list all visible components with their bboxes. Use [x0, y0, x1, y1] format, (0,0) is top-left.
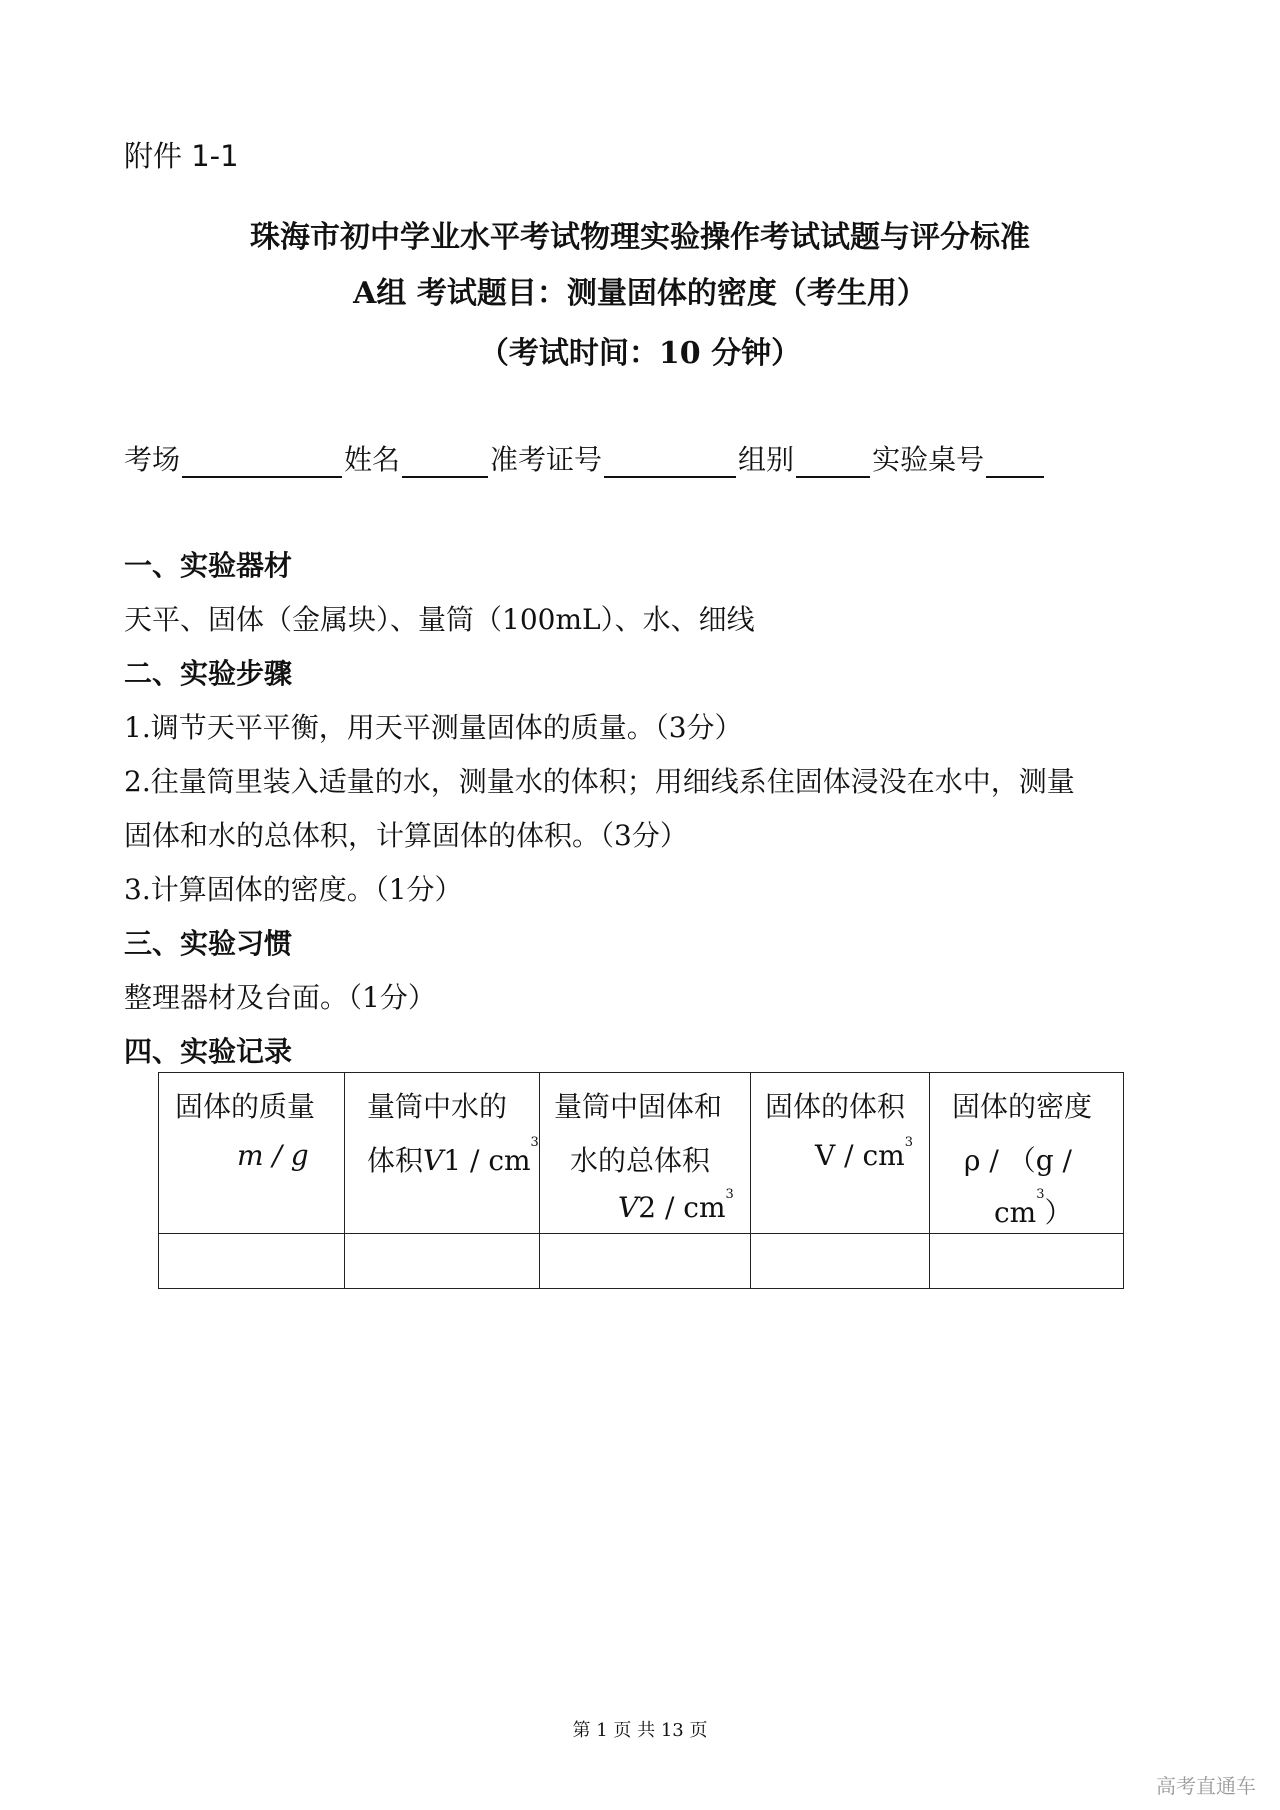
exam-topic: A组 考试题目：测量固体的密度（考生用） — [353, 276, 927, 311]
density-cell[interactable] — [930, 1234, 1124, 1289]
name-label: 姓名 — [344, 443, 401, 476]
venue-blank[interactable] — [182, 446, 342, 478]
venue-label: 考场 — [124, 443, 181, 476]
ticket-blank[interactable] — [604, 446, 736, 478]
ticket-label: 准考证号 — [490, 443, 603, 476]
page-footer: 第 1 页 共 13 页 — [572, 1720, 708, 1741]
water-volume-cell[interactable] — [345, 1234, 540, 1289]
section-equipment-heading: 一、实验器材 — [124, 549, 293, 582]
step-3: 3.计算固体的密度。（1分） — [124, 873, 463, 906]
candidate-info-line — [124, 438, 1046, 478]
header-mass: 固体的质量 m / g — [159, 1073, 345, 1234]
section-record-heading: 四、实验记录 — [124, 1035, 293, 1068]
step-1: 1.调节天平平衡，用天平测量固体的质量。（3分） — [124, 711, 743, 744]
step-2-line-1: 2.往量筒里装入适量的水，测量水的体积；用细线系住固体浸没在水中，测量 — [124, 765, 1075, 798]
desk-blank[interactable] — [986, 446, 1044, 478]
table-header-row — [159, 1073, 1124, 1234]
header-water-volume: 量筒中水的 体积$V1 / cm^3$ — [345, 1073, 540, 1234]
header-density: 固体的密度 ρ / （g / $cm^3$） — [930, 1073, 1124, 1234]
group-blank[interactable] — [796, 446, 870, 478]
desk-label: 实验桌号 — [872, 443, 985, 476]
habits-text: 整理器材及台面。（1分） — [124, 981, 436, 1014]
watermark: 高考直通车 — [1156, 1774, 1256, 1798]
section-steps-heading: 二、实验步骤 — [124, 657, 293, 690]
group-label: 组别 — [738, 443, 795, 476]
solid-volume-cell[interactable] — [751, 1234, 930, 1289]
name-blank[interactable] — [402, 446, 488, 478]
record-table — [158, 1072, 1124, 1289]
equipment-text: 天平、固体（金属块）、量筒（100mL）、水、细线 — [124, 603, 755, 636]
header-total-volume: 量筒中固体和 水的总体积 $V2 / cm^3$ — [540, 1073, 751, 1234]
step-2-line-2: 固体和水的总体积，计算固体的体积。（3分） — [124, 819, 688, 852]
header-solid-volume: 固体的体积 V / $cm^3$ — [751, 1073, 930, 1234]
table-row — [159, 1234, 1124, 1289]
page-title: 珠海市初中学业水平考试物理实验操作考试试题与评分标准 — [250, 220, 1030, 255]
attachment-label: 附件 1-1 — [124, 139, 239, 173]
section-habits-heading: 三、实验习惯 — [124, 927, 293, 960]
mass-cell[interactable] — [159, 1234, 345, 1289]
total-volume-cell[interactable] — [540, 1234, 751, 1289]
exam-duration: （考试时间：10 分钟） — [478, 336, 802, 371]
